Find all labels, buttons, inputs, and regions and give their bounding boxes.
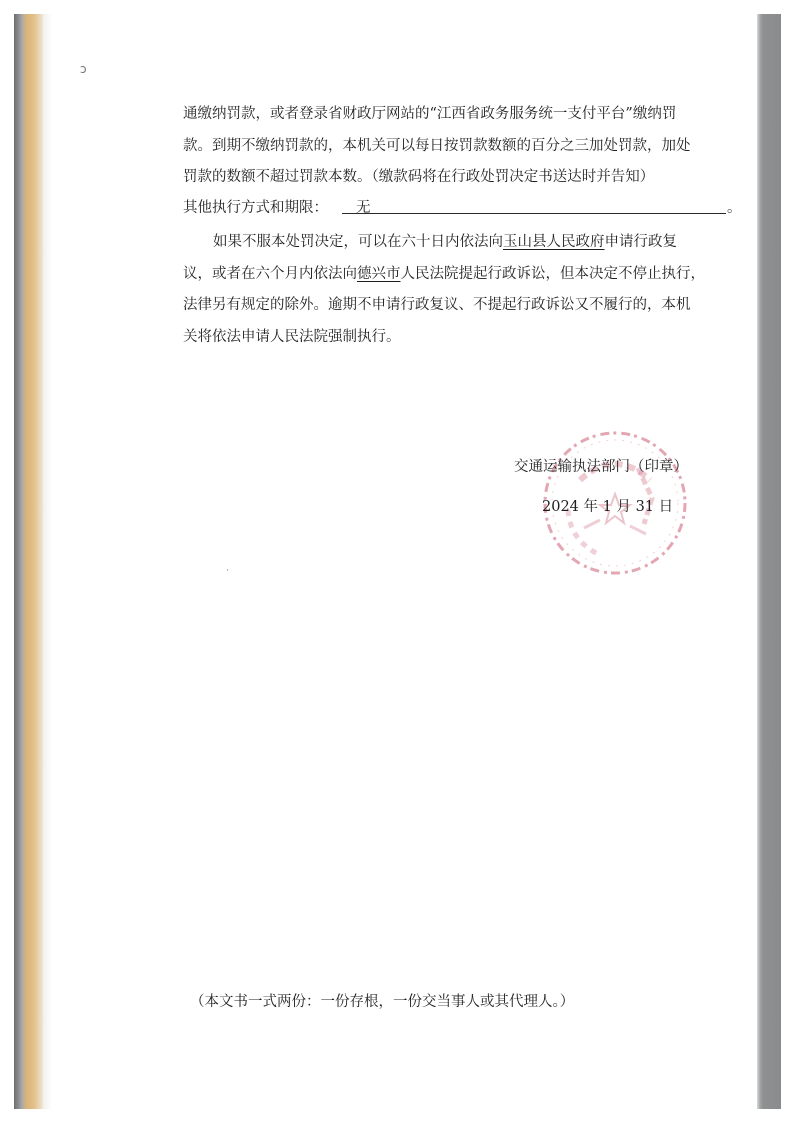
other-execution-value: 无 <box>356 200 371 216</box>
paragraph1-line2: 款。到期不缴纳罚款的，本机关可以每日按罚款数额的百分之三加处罚款，加处 <box>183 138 691 154</box>
scan-left-shadow <box>44 14 52 1109</box>
paragraph2-line1-start: 如果不服本处罚决定，可以在六十日内依法向 <box>213 234 503 250</box>
scan-right-edge <box>757 14 781 1109</box>
other-execution-fill-line <box>342 213 726 214</box>
court-city: 德兴市 <box>357 266 401 282</box>
scan-top-margin <box>14 0 781 14</box>
paragraph2-line2-start: 议，或者在六个月内依法向 <box>183 266 357 282</box>
scan-speck: · <box>226 566 229 576</box>
scan-left-edge <box>14 14 44 1109</box>
paragraph1-line1: 通缴纳罚款，或者登录省财政厅网站的“江西省政务服务统一支付平台”缴纳罚 <box>183 106 677 122</box>
paragraph2-line2-end: 人民法院提起行政诉讼，但本决定不停止执行， <box>400 266 705 282</box>
other-execution-label: 其他执行方式和期限： <box>183 200 328 216</box>
enforcement-department: 交通运输执法部门（印章） <box>514 459 688 475</box>
review-body: 玉山县人民政府 <box>503 234 605 250</box>
paragraph1-line3: 罚款的数额不超过罚款本数。（缴款码将在行政处罚决定书送达时并告知） <box>183 169 655 185</box>
footer-note: （本文书一式两份：一份存根，一份交当事人或其代理人。） <box>190 994 575 1010</box>
paragraph2-line2 <box>183 264 705 284</box>
paragraph2-line3: 法律另有规定的除外。逾期不申请行政复议、不提起行政诉讼又不履行的，本机 <box>183 297 691 313</box>
other-execution-end-mark: 。 <box>727 200 742 216</box>
decision-date: 2024 年 1 月 31 日 <box>542 499 674 515</box>
paragraph2-line1 <box>213 232 677 252</box>
scan-speck: ɔ <box>80 62 87 76</box>
paragraph2-line1-end: 申请行政复 <box>604 234 677 250</box>
paragraph2-line4: 关将依法申请人民法院强制执行。 <box>183 329 401 345</box>
